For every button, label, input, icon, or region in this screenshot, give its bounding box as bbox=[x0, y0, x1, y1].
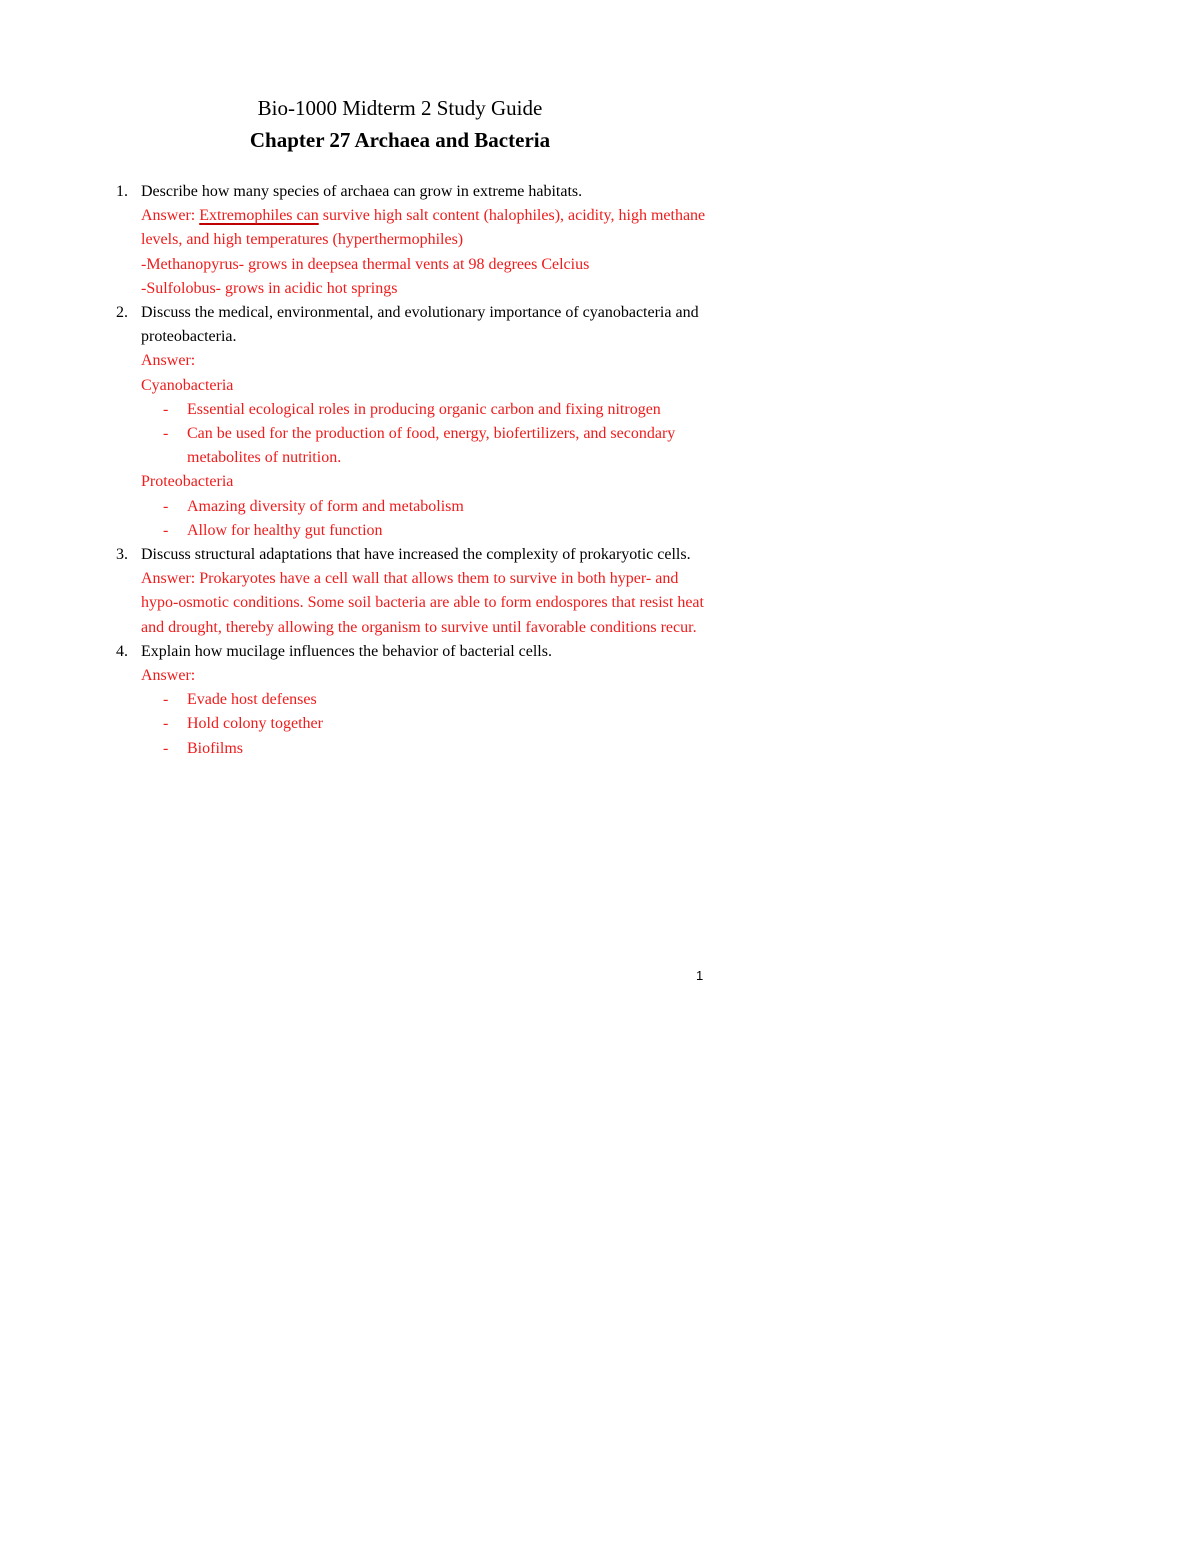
underlined-term: Extremophiles can bbox=[199, 207, 319, 225]
question-text: Discuss structural adaptations that have increased the complexity of prokaryotic cells. bbox=[141, 546, 691, 564]
question-number: 1. bbox=[116, 183, 128, 200]
bullet-dash: - bbox=[163, 521, 169, 539]
chapter-heading: Chapter 27 Archaea and Bacteria bbox=[249, 128, 551, 152]
bullet-dash: - bbox=[163, 497, 169, 515]
question-1 bbox=[110, 180, 710, 301]
question-text: Describe how many species of archaea can grow in extreme habitats. bbox=[141, 183, 583, 200]
list-item: - Hold colony together bbox=[141, 712, 710, 736]
question-number: 3. bbox=[116, 546, 128, 564]
answer-label: Answer: bbox=[141, 667, 196, 685]
list-item: - Biofilms bbox=[141, 737, 710, 761]
list-item: - Evade host defenses bbox=[141, 688, 710, 712]
bullet-dash: - bbox=[163, 739, 169, 757]
answer-body: survive high salt content (halophiles), acidity, high methane levels, and high temperatures (hyperthermophiles) bbox=[141, 207, 706, 249]
question-text: Explain how mucilage influences the behavior of bacterial cells. bbox=[141, 642, 552, 660]
bullet-list bbox=[141, 398, 710, 471]
question-number: 2. bbox=[116, 304, 128, 322]
answer-label: Answer: bbox=[141, 207, 200, 225]
list-item: - Essential ecological roles in producing organic carbon and fixing nitrogen bbox=[141, 398, 710, 422]
bullet-dash: - bbox=[163, 400, 169, 418]
bullet-dash: - bbox=[163, 425, 169, 443]
answer-line: -Sulfolobus- grows in acidic hot springs bbox=[141, 279, 398, 297]
question-text: Discuss the medical, environmental, and evolutionary importance of cyanobacteria and proteobacteria. bbox=[141, 304, 699, 346]
subheading-proteobacteria: Proteobacteria bbox=[141, 473, 234, 491]
answer-label: Answer: bbox=[141, 352, 196, 370]
bullet-list bbox=[141, 688, 710, 761]
list-item: - Can be used for the production of food, energy, biofertilizers, and secondary metabolites of nutrition. bbox=[141, 422, 710, 470]
question-number: 4. bbox=[116, 642, 128, 660]
answer-text bbox=[141, 204, 710, 252]
question-3 bbox=[110, 543, 710, 640]
answer-text: Answer: Prokaryotes have a cell wall that allows them to survive in both hyper- and hypo-osmotic conditions. Some soil bacteria are able to form endospores that resist heat and drought, thereby allowing the organism to survive until favorable conditions recur. bbox=[141, 570, 704, 636]
list-item: - Allow for healthy gut function bbox=[141, 519, 710, 543]
question-2 bbox=[110, 301, 710, 543]
question-4 bbox=[110, 640, 710, 761]
answer-line: -Methanopyrus- grows in deepsea thermal vents at 98 degrees Celcius bbox=[141, 255, 590, 273]
subheading-cyanobacteria: Cyanobacteria bbox=[141, 376, 234, 394]
document-title: Bio-1000 Midterm 2 Study Guide bbox=[257, 96, 543, 120]
page-number: 1 bbox=[696, 968, 704, 983]
bullet-list bbox=[141, 495, 710, 543]
study-guide-content bbox=[110, 180, 710, 761]
bullet-dash: - bbox=[163, 691, 169, 709]
bullet-dash: - bbox=[163, 715, 169, 733]
list-item: - Amazing diversity of form and metabolism bbox=[141, 495, 710, 519]
